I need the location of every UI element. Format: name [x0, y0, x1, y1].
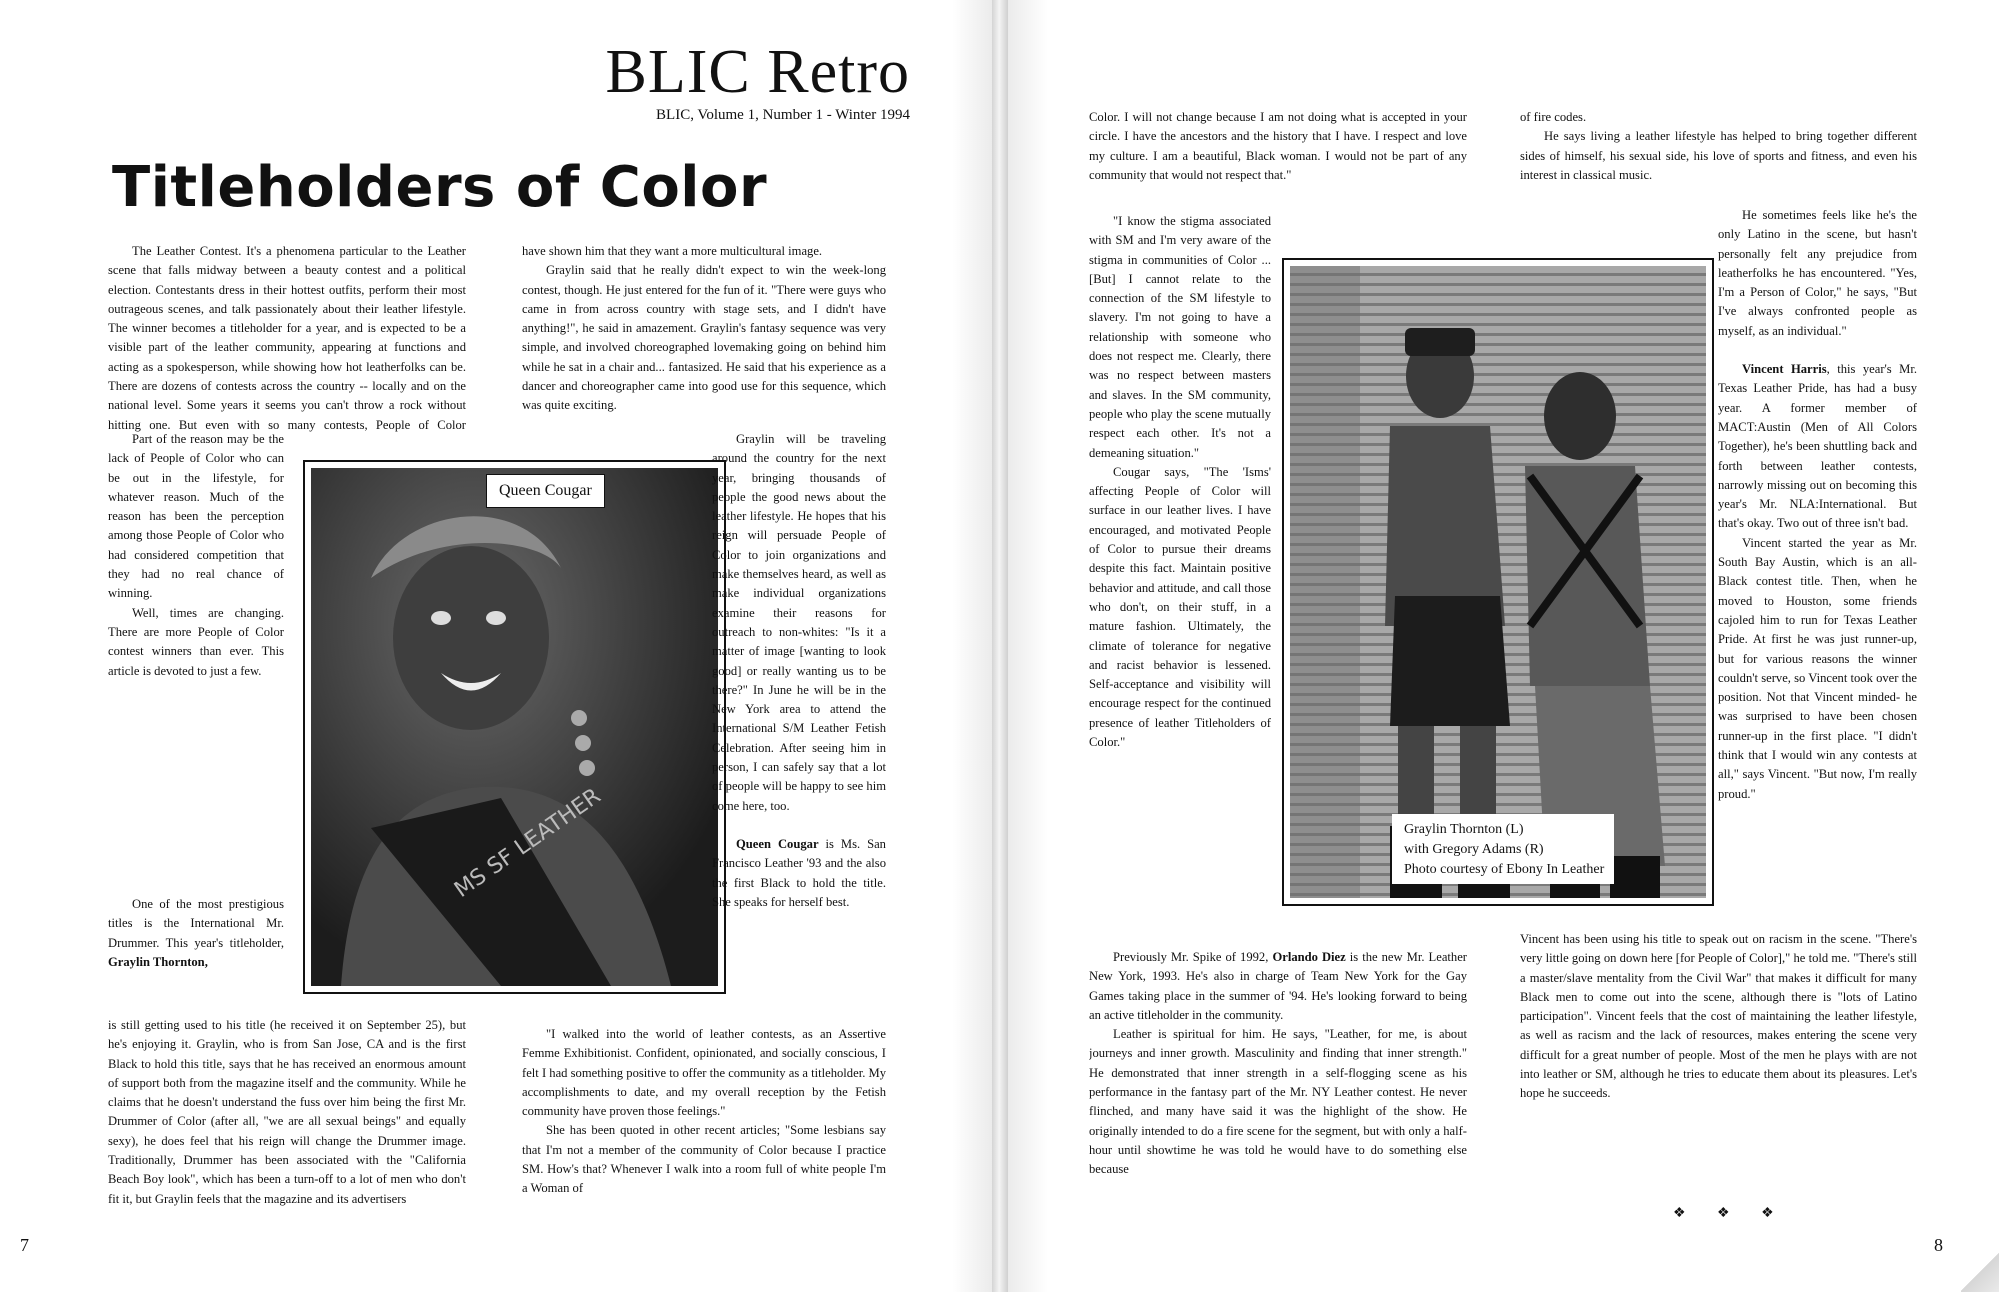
- paragraph: Cougar says, "The 'Isms' affecting People of Color will surface in our leather lives. I have encouraged, and motivated People of Color to pursue their dreams despite this fact. Maintain positive behavior and attitude, and call those who don't, on their stuff, in a mature fashion. Ultimately, the climate of tolerance for negative and racist behavior is lessened. Self-acceptance and visibility will encourage respect for the continued presence of leather Titleholders of Color.": [1089, 464, 1271, 750]
- masthead-title: BLIC Retro: [605, 38, 910, 106]
- paragraph: Part of the reason may be the lack of People of Color who can be out in the lifestyle, for whatever reason. Much of the reason has been the perception among those People of Color who had considered competition that they had no real chance of winning.: [108, 432, 284, 601]
- right-col1-narrow: [1089, 212, 1271, 932]
- paragraph: Leather is spiritual for him. He says, "Leather, for me, is about journeys and inner growth. Masculinity and finding that inner strength." He demonstrated that inner strength in a self-flogging scene as his performance in the fantasy part of the Mr. NY Leather contest. He never flinched, and many have said it was the highlight of the show. He originally intended to do a fire scene for the segment, but with only a half-hour until showtime he was told he would have to do something else because: [1089, 1027, 1467, 1177]
- paragraph: One of the most prestigious titles is the International Mr. Drummer. This year's titleholder, Graylin Thornton,: [108, 897, 284, 969]
- paragraph: Vincent has been using his title to speak out on racism in the scene. "There's very little going on down here [for People of Color]," he told me. "There's still a master/slave mentality from the Civil War" that makes it difficult for many Black men to come out into the scene, although there is "lots of Latino participation". Vincent feels that the cost of maintaining the leather lifestyle, as well as racism and the lack of resources, makes entering the scene very difficult for a great number of people. Most of the men he plays with are not into leather or SM, although he tries to educate them about its pleasures. Let's hope he succeeds.: [1520, 932, 1917, 1101]
- right-page: [1008, 0, 1999, 1292]
- left-col1-narrow-b: [108, 895, 284, 1020]
- paragraph: Graylin said that he really didn't expect to win the week-long contest, though. He just entered for the fun of it. "There were guys who came in from across country with stage sets, and I didn't have anything!", he said in amazement. Graylin's fantasy sequence was very simple, and involved choreographed lovemaking going on behind him while he sat in a chair and... fantasized. He said that his experience as a dancer and choreographer came into good use for this sequence, which was quite exciting.: [522, 263, 886, 413]
- left-page: [0, 0, 992, 1292]
- name-queen-cougar: Queen Cougar: [736, 836, 819, 851]
- paragraph: "I know the stigma associated with SM and I'm very aware of the stigma in communities of Color ... [But] I cannot relate to the connection of the SM lifestyle to slavery. I'm not going to have a relationship with someone who does not respect me. Clearly, there was no respect between masters and slaves. In the SM community, people who play the scene mutually respect each other. It's not a demeaning situation.": [1089, 214, 1271, 460]
- paragraph: Graylin will be traveling around the country for the next year, bringing thousands of people the good news about the leather lifestyle. He hopes that his reign will persuade People of Color to join organizations and make themselves heard, as well as make individual organizations examine their reasons for outreach to non-whites: "Is it a matter of image [wanting to look good] or really wanting us to be there?" In June he will be in the New York area to attend the International S/M Leather Fetish Celebration. After seeing him in person, I can safely say that a lot of people will be happy to see him come here, too.: [712, 432, 886, 813]
- paragraph: She has been quoted in other recent articles; "Some lesbians say that I'm not a member of the community of Color because I practice SM. How's that? Whenever I walk into a room full of white people I'm a Woman of: [522, 1123, 886, 1196]
- right-col2-narrow: [1718, 206, 1917, 931]
- photo-label: Queen Cougar: [486, 474, 605, 508]
- paragraph: He sometimes feels like he's the only Latino in the scene, but hasn't personally felt any prejudice from leatherfolks he has encountered. "Yes, I'm a Person of Color," he says, "But I've always confronted people as myself, as an individual.": [1718, 208, 1917, 338]
- paragraph: Color. I will not change because I am not doing what is accepted in your circle. I have the ancestors and the history that I have. I respect and love my culture. I am a beautiful, Black woman. I would not be part of any community that would not respect that.": [1089, 110, 1467, 182]
- svg-text:MS SF LEATHER: MS SF LEATHER: [450, 783, 606, 903]
- gutter-shadow: [1008, 0, 1048, 1292]
- right-col1-bottom: [1089, 948, 1467, 1223]
- page-curl-corner[interactable]: [1961, 1252, 1999, 1292]
- left-col1-upper: [108, 242, 466, 432]
- left-col1-lower: [108, 1016, 466, 1230]
- masthead: [570, 40, 910, 124]
- paragraph: Vincent started the year as Mr. South Bay Austin, which is an all-Black contest title. Then, when he moved to Houston, some friends cajoled him to run for Texas Leather Pride. At first he was just runner-up, but for various reasons the winner couldn't serve, so Vincent took over the position. Not that Vincent minded- he was surprised to have been chosen runner-up in the first place. "I didn't think that I would win any contests at all," says Vincent. "But now, I'm really proud.": [1718, 535, 1917, 801]
- left-col1-narrow: [108, 430, 284, 880]
- book-spine: [992, 0, 1008, 1292]
- masthead-subtitle: BLIC, Volume 1, Number 1 - Winter 1994: [656, 107, 910, 123]
- paragraph: Vincent Harris, this year's Mr. Texas Leather Pride, has had a busy year. A former member of MACT:Austin (Men of All Colors Together), he's been shuttling back and forth between leather contests, narrowly missing out on becoming this year's Mr. NLA:International. But that's okay. Two out of three isn't bad.: [1718, 362, 1917, 531]
- page-number: 8: [1934, 1235, 1943, 1255]
- end-ornament: ❖ ❖ ❖: [1673, 1206, 1788, 1221]
- caption-line: with Gregory Adams (R): [1404, 842, 1544, 857]
- right-col2-bottom: [1520, 930, 1917, 1205]
- paragraph: Well, times are changing. There are more People of Color contest winners than ever. This article is devoted to just a few.: [108, 605, 284, 678]
- paragraph: "I walked into the world of leather contests, as an Assertive Femme Exhibitionist. Confident, opinionated, and socially conscious, I felt I had something positive to offer the community as a titleholder. My accomplishments to date, and my overall reception by the Fetish community have proven those feelings.": [522, 1027, 886, 1119]
- paragraph: of fire codes.: [1520, 110, 1587, 124]
- photo-caption: [1392, 814, 1614, 884]
- caption-line: Graylin Thornton (L): [1404, 822, 1524, 837]
- caption-line: Photo courtesy of Ebony In Leather: [1404, 862, 1605, 877]
- photo-queen-cougar: [303, 460, 726, 994]
- paragraph: The Leather Contest. It's a phenomena particular to the Leather scene that falls midway between a beauty contest and a political election. Contestants dress in their hottest outfits, perform their most outrageous scenes, and talk passionately about their leather lifestyle. The winner becomes a titleholder for a year, and is expected to be a visible part of the leather community, appearing at functions and acting as a spokesperson, while showing how hot leatherfolks can be. There are dozens of contests across the country -- locally and on the national level. Some years it seems you can't throw a rock without hitting one. But even with so many contests, People of Color: [108, 244, 466, 432]
- gutter-shadow: [952, 0, 992, 1292]
- paragraph: Queen Cougar is Ms. San Francisco Leather '93 and the also the first Black to hold the title. She speaks for herself best.: [712, 836, 886, 909]
- paragraph: is still getting used to his title (he received it on September 25), but he's enjoying it. Graylin, who is from San Jose, CA and is the first Black to hold this title, says that he has received an enormous amount of support both from the magazine itself and the community. While he claims that he doesn't understand the fuss over him being the first Mr. Drummer of Color (after all, "we are all sexual beings" and equally sexy), he does feel that his reign will change the Drummer image. Traditionally, Drummer has been associated with the "California Beach Boy look", which has been a turn-off to a lot of men who don't fit it, but Graylin feels that the magazine and its advertisers: [108, 1018, 466, 1206]
- paragraph: Previously Mr. Spike of 1992, Orlando Diez is the new Mr. Leather New York, 1993. He's also in charge of Team New York for the Gay Games taking place in the summer of '94. He's looking forward to being an active titleholder in the community.: [1089, 950, 1467, 1022]
- left-col2-lower: [522, 1025, 886, 1235]
- portrait-image: [311, 468, 718, 986]
- photo-graylin-gregory: [1282, 258, 1714, 906]
- paragraph: have shown him that they want a more multicultural image.: [522, 244, 823, 258]
- article-headline: Titleholders of Color: [112, 155, 768, 220]
- name-orlando-diez: Orlando Diez: [1272, 950, 1346, 964]
- left-col2-narrow: [712, 430, 886, 1000]
- name-graylin: Graylin Thornton,: [108, 954, 208, 969]
- paragraph: He says living a leather lifestyle has helped to bring together different sides of himself, his sexual side, his love of sports and fitness, and even his interest in classical music.: [1520, 129, 1917, 182]
- page-number: 7: [20, 1235, 29, 1255]
- group-photo-image: [1290, 266, 1706, 898]
- left-col2-upper: [522, 242, 886, 432]
- name-vincent-harris: Vincent Harris: [1742, 362, 1827, 377]
